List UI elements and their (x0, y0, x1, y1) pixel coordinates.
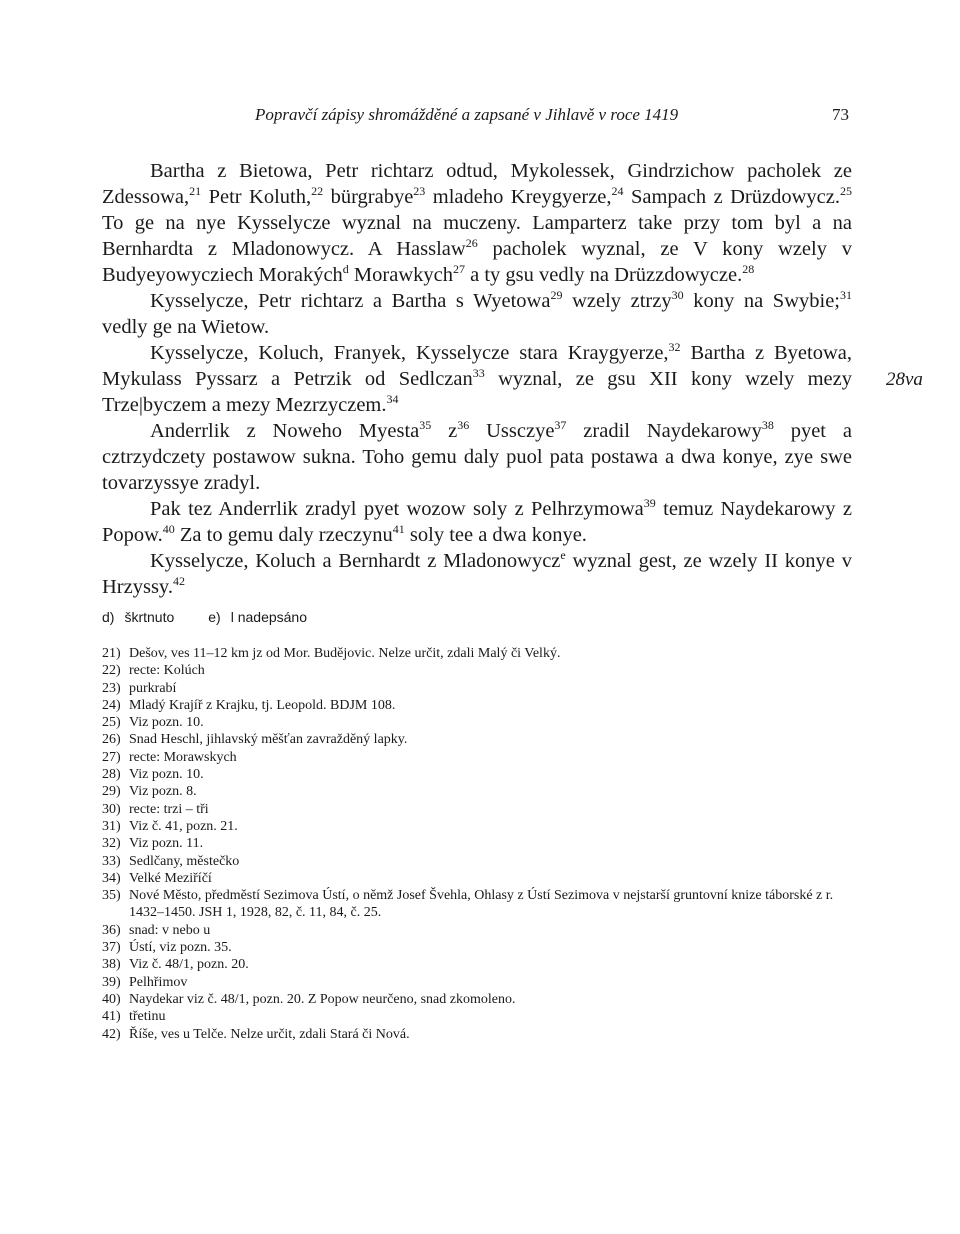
text-run: Ussczye (469, 420, 555, 442)
footnote-text: Ústí, viz pozn. 35. (129, 940, 232, 956)
footnote-number: 40) (102, 991, 121, 1007)
footnote-ref: 39 (643, 496, 656, 510)
footnote-number: 28) (102, 767, 121, 783)
paragraph (102, 340, 852, 418)
paragraph (102, 496, 852, 548)
footnote-text: Viz pozn. 10. (129, 715, 204, 731)
footnote-number: 42) (102, 1026, 121, 1042)
footnote-ref: 27 (452, 262, 465, 276)
footnote (102, 714, 862, 731)
critical-note-text: škrtnuto (124, 609, 175, 625)
paragraph (102, 548, 852, 600)
footnote-text: recte: Morawskych (129, 749, 237, 765)
footnote (102, 697, 862, 714)
text-run: Anderrlik z Noweho Myesta (150, 420, 420, 442)
text-run: wyznal gest, ze wzely II konye v Hrzyssy. (102, 550, 852, 598)
footnote (102, 1008, 862, 1025)
footnote-ref: 26 (465, 236, 478, 250)
footnote-text: Sedlčany, městečko (129, 853, 240, 869)
footnote-number: 33) (102, 853, 121, 869)
footnote-text: Viz č. 41, pozn. 21. (129, 818, 238, 834)
footnote-number: 32) (102, 836, 121, 852)
footnote-ref: 21 (189, 184, 202, 198)
text-run: Pak tez Anderrlik zradyl pyet wozow soly z Pelhrzymowa (150, 498, 644, 520)
footnote-text: purkrabí (129, 680, 177, 696)
footnote-ref: 33 (472, 366, 485, 380)
footnote-text: Snad Heschl, jihlavský měšťan zavražděný lapky. (129, 732, 408, 748)
main-text (102, 158, 852, 600)
footnote-number: 35) (102, 888, 121, 904)
text-run: mladeho Kreygyerze, (425, 186, 612, 208)
text-run: soly tee a dwa konye. (404, 524, 587, 546)
footnote-ref: 41 (392, 522, 405, 536)
footnote (102, 853, 862, 870)
footnote-number: 39) (102, 974, 121, 990)
text-run: Sampach z Drüzdowycz. (623, 186, 840, 208)
footnote-ref: 32 (668, 340, 681, 354)
footnote (102, 680, 862, 697)
footnote-ref: 29 (550, 288, 563, 302)
footnote-number: 41) (102, 1009, 121, 1025)
footnote-number: 29) (102, 784, 121, 800)
footnote-text: Dešov, ves 11–12 km jz od Mor. Budějovic. Nelze určit, zdali Malý či Velký. (129, 646, 561, 661)
footnote-number: 23) (102, 680, 121, 696)
footnote-ref: 38 (761, 418, 774, 432)
footnote-number: 36) (102, 922, 121, 938)
footnote (102, 922, 862, 939)
text-run: a ty gsu vedly na Drüzzdowycze. (464, 264, 743, 286)
text-run: Za to gemu daly rzeczynu (174, 524, 393, 546)
footnote-ref: 35 (419, 418, 432, 432)
footnote (102, 818, 862, 835)
text-run: temuz Naydekarowy z Popow. (102, 498, 852, 546)
text-run: Morawkych (348, 264, 453, 286)
text-run: wzely ztrzy (562, 290, 672, 312)
text-run: Kysselycze, Koluch a Bernhardt z Mladonowycz (150, 550, 561, 572)
text-run: bürgrabye (323, 186, 414, 208)
footnote-ref: 28 (742, 262, 755, 276)
footnote-number: 34) (102, 870, 121, 886)
footnote-text: Říše, ves u Telče. Nelze určit, zdali Stará či Nová. (129, 1026, 410, 1042)
footnote-text: Mladý Krajíř z Krajku, tj. Leopold. BDJM 108. (129, 697, 396, 713)
running-title: Popravčí zápisy shromážděné a zapsané v Jihlavě v roce 1419 (255, 105, 679, 124)
footnote (102, 835, 862, 852)
footnote-text: Viz pozn. 10. (129, 767, 204, 783)
text-run: wyznal, ze gsu XII kony wzely mezy Trze|byczem a mezy Mezrzyczem. (102, 368, 852, 416)
footnote-ref: 37 (554, 418, 567, 432)
paragraph (102, 288, 852, 340)
footnote-ref: 25 (840, 184, 852, 198)
text-run: zradil Naydekarowy (566, 420, 762, 442)
footnote (102, 645, 862, 662)
footnote-ref: 30 (671, 288, 684, 302)
footnote-text: Nové Město, předměstí Sezimova Ústí, o němž Josef Švehla, Ohlasy z Ústí Sezimova v nejstarší gruntovní knize táborské z r. 1432–1450. JSH 1, 1928, 82, č. 11, 84, č. 25. (129, 888, 834, 921)
footnote (102, 749, 862, 766)
footnote (102, 783, 862, 800)
footnote (102, 662, 862, 679)
footnote-number: 21) (102, 646, 121, 661)
footnote-ref: 40 (162, 522, 175, 536)
footnote (102, 766, 862, 783)
paragraph (102, 418, 852, 496)
page-number: 73 (832, 105, 849, 124)
text-run: z (431, 420, 458, 442)
footnote-ref: 36 (457, 418, 470, 432)
footnote-ref: e (560, 548, 566, 562)
text-run: Bartha z Byetowa, Mykulass Pyssarz a Petrzik od Sedlczan (102, 342, 852, 390)
footnote-ref: 31 (840, 288, 852, 302)
footnote-text: recte: Kolúch (129, 663, 205, 679)
footnote-number: 30) (102, 801, 121, 817)
critical-note-text: l nadepsáno (230, 609, 308, 625)
critical-apparatus (102, 609, 307, 625)
footnote-text: Pelhřimov (129, 974, 188, 990)
critical-note (208, 609, 307, 625)
footnote-text: Naydekar viz č. 48/1, pozn. 20. Z Popow neurčeno, snad zkomoleno. (129, 991, 516, 1007)
footnote (102, 974, 862, 991)
footnote-text: recte: trzi – tři (129, 801, 209, 817)
footnote-text: Viz pozn. 8. (129, 784, 197, 800)
text-run: kony na Swybie; (683, 290, 840, 312)
footnote-number: 38) (102, 957, 121, 973)
footnote-text: Viz pozn. 11. (129, 836, 204, 852)
text-run: Petr Koluth, (201, 186, 312, 208)
footnote-number: 31) (102, 818, 121, 834)
footnote-text: třetinu (129, 1009, 166, 1025)
footnote-number: 22) (102, 663, 121, 679)
footnote (102, 801, 862, 818)
footnote (102, 731, 862, 748)
footnote-ref: d (342, 262, 349, 276)
footnote-ref: 24 (611, 184, 624, 198)
footnote-text: snad: v nebo u (129, 922, 211, 938)
footnote (102, 956, 862, 973)
footnote-number: 24) (102, 697, 121, 713)
critical-note (102, 609, 174, 625)
footnote-ref: 22 (311, 184, 324, 198)
footnote-ref: 34 (386, 392, 399, 406)
footnote-ref: 23 (413, 184, 426, 198)
footnote (102, 1026, 862, 1043)
footnote (102, 870, 862, 887)
footnote (102, 887, 862, 922)
text-run: pacholek wyznal, ze V kony wzely v Budyeyowycziech Morakých (102, 238, 852, 286)
text-run: Kysselycze, Petr richtarz a Bartha s Wyetowa (150, 290, 551, 312)
footnote-text: Velké Meziříčí (129, 870, 212, 886)
footnote-number: 37) (102, 940, 121, 956)
footnote-number: 26) (102, 732, 121, 748)
footnote-text: Viz č. 48/1, pozn. 20. (129, 957, 249, 973)
critical-note-mark: e) (208, 609, 221, 625)
footnote-ref: 42 (172, 574, 185, 588)
paragraph (102, 158, 852, 288)
footnote (102, 991, 862, 1008)
footnote (102, 939, 862, 956)
text-run: vedly ge na Wietow. (102, 316, 270, 338)
text-run: To ge na nye Kysselycze wyznal na muczeny. Lamparterz take przy tom byl a na Bernhardta z Mladonowycz. A Hasslaw (102, 212, 852, 260)
critical-note-mark: d) (102, 609, 115, 625)
text-run: Kysselycze, Koluch, Franyek, Kysselycze stara Kraygyerze, (150, 342, 669, 364)
footnote-number: 27) (102, 749, 121, 765)
footnote-number: 25) (102, 715, 121, 731)
text-run: pyet a cztrzydczety postawow sukna. Toho gemu daly puol pata postawa a dwa konye, zye swe tovarzyssye zradyl. (102, 420, 852, 494)
folio-margin-note: 28va (886, 369, 923, 390)
footnotes (102, 645, 862, 1043)
text-run: Bartha z Bietowa, Petr richtarz odtud, Mykolessek, Gindrzichow pacholek ze Zdessowa, (102, 160, 852, 208)
